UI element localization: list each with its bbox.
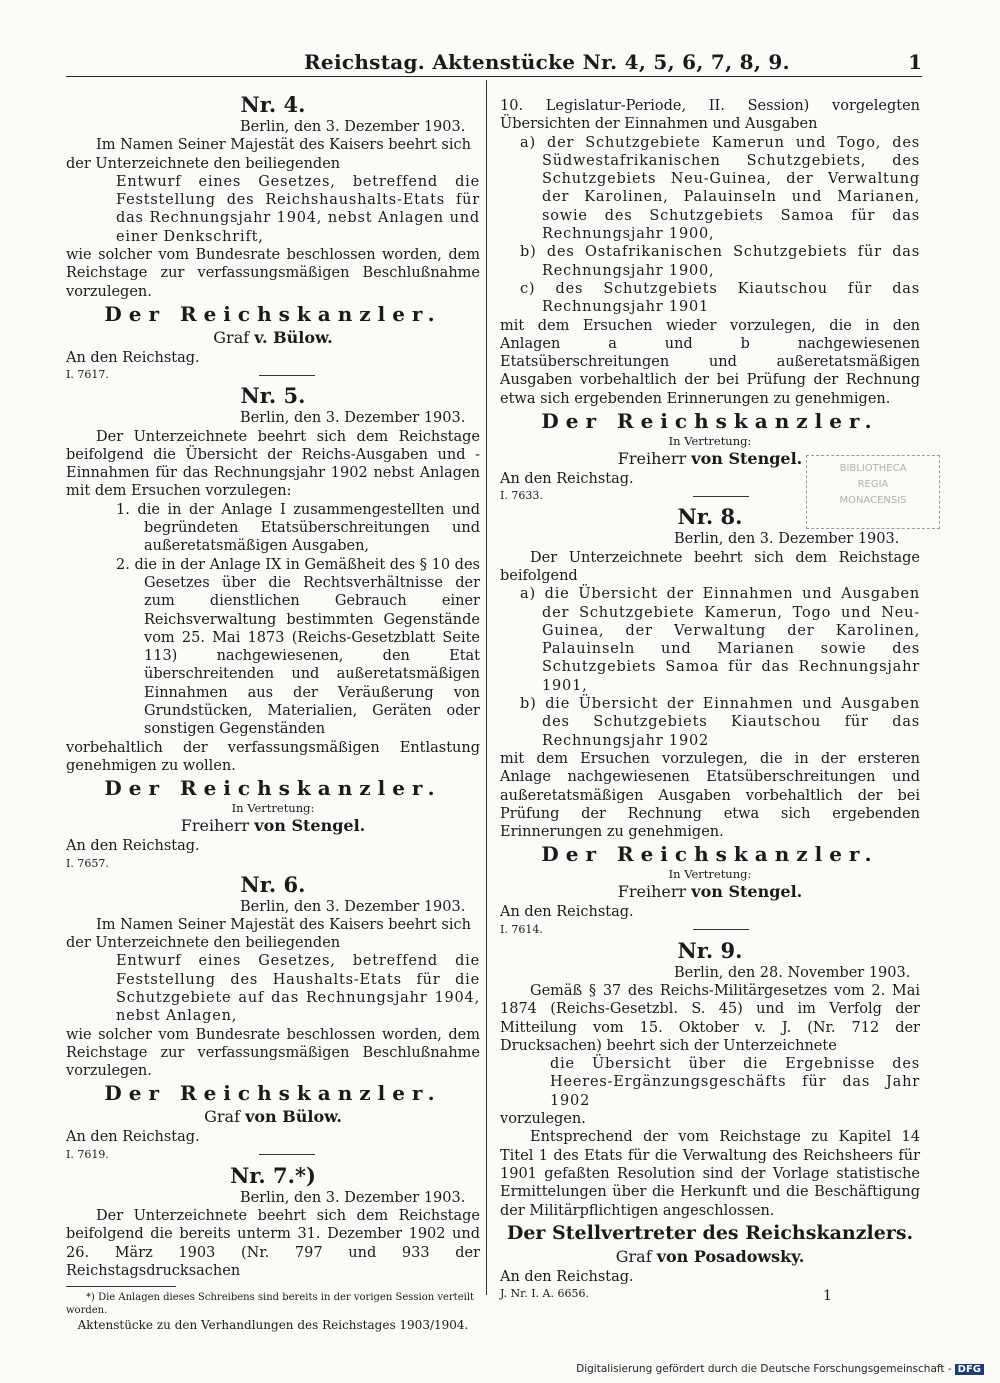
- right-column: [500, 97, 920, 1302]
- doc-date: Berlin, den 3. Dezember 1903.: [240, 410, 466, 427]
- doc-intro: Der Unterzeichnete beehrt sich dem Reichstage beifolgend: [500, 549, 920, 584]
- doc-reference: J. Nr. I. A. 6656.: [500, 1287, 589, 1301]
- doc-delegation: In Vertretung:: [668, 434, 752, 449]
- signer-name: von Stengel.: [254, 816, 366, 836]
- doc-date: Berlin, den 3. Dezember 1903.: [240, 898, 466, 915]
- document-nr-9: [500, 938, 920, 1302]
- doc-signature: Der Reichskanzler.: [541, 842, 879, 867]
- doc-closing-2: Entsprechend der vom Reichstage zu Kapitel 14 Titel 1 des Etats für die Verwaltung des Reichsheers für 1901 gefaßten Resolution sind der Vorlage statistische Ermittelungen über die Herkunft und die Beschäftigung der Militärpflichtigen angeschlossen.: [500, 1129, 920, 1219]
- doc-number: Nr. 5.: [240, 383, 306, 409]
- signer-prefix: Freiherr: [180, 816, 250, 836]
- doc-date: Berlin, den 28. November 1903.: [674, 964, 911, 981]
- ref-number: I. 7614.: [500, 922, 543, 936]
- doc-signer: [66, 1106, 480, 1128]
- signer-prefix: Freiherr: [617, 449, 687, 469]
- doc-item-b: b) des Ostafrikanischen Schutzgebiets für das Rechnungsjahr 1900,: [520, 244, 920, 279]
- doc-closing: wie solcher vom Bundesrate beschlossen worden, dem Reichstage zur verfassungsmäßigen Beschlußnahme vorzulegen.: [66, 1026, 480, 1080]
- signer-prefix: Graf: [204, 1107, 240, 1127]
- doc-item-1: 1. die in der Anlage I zusammengestellten und begründeten Etatsüberschreitungen und außeretatsmäßigen Ausgaben,: [116, 501, 480, 555]
- signer-name: v. Bülow.: [254, 327, 333, 347]
- footnote: *) Die Anlagen dieses Schreibens sind bereits in der vorigen Session verteilt worden.: [66, 1292, 475, 1317]
- doc-reference: [66, 1147, 480, 1163]
- ref-number: I. 7619.: [66, 1147, 109, 1161]
- stamp-line: MONACENSIS: [839, 495, 907, 506]
- separator-rule: [693, 496, 749, 497]
- stamp-line: BIBLIOTHECA: [839, 463, 907, 474]
- document-nr-5: [66, 383, 480, 871]
- doc-addressee: An den Reichstag.: [66, 349, 200, 366]
- doc-addressee: An den Reichstag.: [66, 838, 200, 855]
- footer-left: Aktenstücke zu den Verhandlungen des Reichstages 1903/1904.: [77, 1318, 469, 1333]
- doc-item-c: c) des Schutzgebiets Kiautschou für das Rechnungsjahr 1901: [520, 280, 920, 316]
- doc-delegation: In Vertretung:: [231, 801, 315, 816]
- left-column: [66, 92, 480, 1333]
- doc-date: Berlin, den 3. Dezember 1903.: [240, 1189, 466, 1206]
- doc-addressee: An den Reichstag.: [500, 904, 634, 921]
- doc-item-2: 2. die in der Anlage IX in Gemäßheit des § 10 des Gesetzes über die Rechtsverhältnisse der zum dienstlichen Gebrauch einer Reichsverwaltung bestimmten Gegenstände vom 25. Mai 1873 (Reichs-Gesetzblatt Seite 113) nachgewiesenen, den Etat überschreitenden und außeretatsmäßigen Einnahmen aus der Veräußerung von Grundstücken, Materialien, Geräten oder sonstigen Gegenständen: [116, 556, 480, 738]
- doc-item-a: a) die Übersicht der Einnahmen und Ausgaben der Schutzgebiete Kamerun, Togo und Neu-Guinea, der Verwaltung der Karolinen, Palauinseln und Marianen sowie des Schutzgebiets Samoa für das Rechnungsjahr 1901,: [520, 586, 920, 694]
- doc-number: Nr. 9.: [677, 937, 743, 963]
- doc-block: Entwurf eines Gesetzes, betreffend die Feststellung des Reichshaushalts-Etats für das Rechnungsjahr 1904, nebst Anlagen und einer Denkschrift,: [116, 173, 480, 245]
- separator-rule: [693, 929, 749, 930]
- column-divider: [486, 80, 487, 1295]
- doc-signer: [500, 1246, 920, 1268]
- signer-prefix: Graf: [615, 1246, 652, 1266]
- signer-name: von Stengel.: [691, 449, 803, 469]
- doc-intro: Gemäß § 37 des Reichs-Militärgesetzes vom 2. Mai 1874 (Reichs-Gesetzbl. S. 45) und im Verfolg der Mitteilung vom 15. Oktober v. J. (Nr. 712 der Drucksachen) beehrt sich der Unterzeichnete: [500, 982, 920, 1054]
- signer-name: von Posadowsky.: [656, 1246, 805, 1266]
- doc-number: Nr. 6.: [240, 871, 306, 897]
- signer-prefix: Graf: [213, 327, 250, 347]
- doc-item-b: b) die Übersicht der Einnahmen und Ausgaben des Schutzgebiets Kiautschou für das Rechnungsjahr 1902: [520, 696, 920, 749]
- digitization-credit: [576, 1363, 984, 1375]
- document-nr-6: [66, 872, 480, 1163]
- header-page-number: 1: [908, 50, 922, 74]
- running-header: [66, 50, 922, 77]
- doc-number: Nr. 4.: [240, 92, 306, 117]
- signer-prefix: Freiherr: [617, 882, 687, 902]
- doc-addressee: An den Reichstag.: [500, 471, 634, 488]
- doc-intro-cont: der Unterzeichnete den beiliegenden: [66, 155, 341, 172]
- doc-signature: Der Stellvertreter des Reichskanzlers.: [506, 1221, 914, 1244]
- document-nr-4: [66, 92, 480, 383]
- separator-rule: [259, 1154, 315, 1155]
- doc-item-a: a) der Schutzgebiete Kamerun und Togo, des Südwestafrikanischen Schutzgebiets, des Schutzgebiets Neu-Guinea, der Verwaltung der Karolinen, Palauinseln und Marianen, sowie des Schutzgebiets Samoa für das Rechnungsjahr 1900,: [520, 134, 920, 243]
- doc-addressee: An den Reichstag.: [500, 1268, 634, 1285]
- header-title: Reichstag. Aktenstücke Nr. 4, 5, 6, 7, 8, 9.: [304, 50, 790, 74]
- credit-text: Digitalisierung gefördert durch die Deutsche Forschungsgemeinschaft -: [576, 1363, 952, 1375]
- doc-signature: Der Reichskanzler.: [104, 776, 442, 801]
- doc-block: Entwurf eines Gesetzes, betreffend die Feststellung des Haushalts-Etats für die Schutzgebiete auf das Rechnungsjahr 1904, nebst Anlagen,: [116, 953, 480, 1025]
- doc-signer: [500, 881, 920, 903]
- footnote-rule: [66, 1286, 176, 1287]
- doc-signer: [66, 327, 480, 349]
- doc-date: Berlin, den 3. Dezember 1903.: [674, 531, 900, 548]
- ref-number: I. 7633.: [500, 489, 543, 503]
- doc-continuation: 10. Legislatur-Periode, II. Session) vorgelegten Übersichten der Einnahmen und Ausgaben: [500, 98, 920, 133]
- doc-closing: mit dem Ersuchen vorzulegen, die in der ersteren Anlage nachgewiesenen Etatsüberschreitungen und außeretatsmäßigen Ausgaben vorbehaltlich der bei Prüfung der Rechnung etwa sich ergebenden Erinnerungen zu genehmigen.: [500, 750, 920, 841]
- doc-closing: mit dem Ersuchen wieder vorzulegen, die in den Anlagen a und b nachgewiesenen Etatsüberschreitungen und außeretatsmäßigen Ausgaben vorbehaltlich der bei Prüfung der Rechnung etwa sich ergebenden Erinnerungen zu genehmigen.: [500, 317, 920, 407]
- doc-reference: [500, 922, 920, 938]
- doc-reference: [66, 367, 480, 383]
- document-nr-7-continued: [500, 97, 920, 504]
- dfg-logo: DFG: [955, 1364, 984, 1375]
- doc-block: die Übersicht über die Ergebnisse des Heeres-Ergänzungsgeschäfts für das Jahr 1902: [550, 1056, 920, 1109]
- doc-intro: Der Unterzeichnete beehrt sich dem Reichstage beifolgend die bereits unterm 31. Dezember 1902 und 26. März 1903 (Nr. 797 und 933 der Reichstagsdrucksachen: [66, 1208, 480, 1279]
- doc-number: Nr. 7.*): [230, 1162, 316, 1188]
- doc-signature: Der Reichskanzler.: [541, 409, 879, 434]
- doc-number: Nr. 8.: [677, 504, 743, 530]
- doc-reference: I. 7657.: [66, 856, 109, 870]
- doc-intro-cont: der Unterzeichnete den beiliegenden: [66, 935, 341, 952]
- doc-intro: Im Namen Seiner Majestät des Kaisers beehrt sich: [96, 916, 471, 933]
- doc-date: Berlin, den 3. Dezember 1903.: [240, 119, 466, 135]
- doc-intro: Der Unterzeichnete beehrt sich dem Reichstage beifolgend die Übersicht der Reichs-Ausgaben und -Einnahmen für das Rechnungsjahr 1902 nebst Anlagen mit dem Ersuchen vorzulegen:: [66, 428, 480, 500]
- document-nr-8: [500, 504, 920, 937]
- doc-addressee: An den Reichstag.: [66, 1129, 200, 1146]
- library-stamp: [806, 455, 940, 529]
- signer-name: von Stengel.: [691, 882, 803, 902]
- document-nr-7: [66, 1163, 480, 1333]
- doc-signature: Der Reichskanzler.: [104, 1081, 442, 1106]
- doc-closing: vorbehaltlich der verfassungsmäßigen Entlastung genehmigen zu wollen.: [66, 739, 480, 774]
- signer-name: von Bülow.: [245, 1107, 342, 1127]
- doc-intro: Im Namen Seiner Majestät des Kaisers beehrt sich: [96, 137, 471, 154]
- doc-closing-1: vorzulegen.: [500, 1111, 586, 1128]
- doc-delegation: In Vertretung:: [668, 867, 752, 882]
- ref-number: I. 7617.: [66, 368, 109, 382]
- stamp-line: REGIA: [857, 479, 889, 490]
- doc-signature: Der Reichskanzler.: [104, 301, 442, 326]
- separator-rule: [259, 375, 315, 376]
- footer-page-number: 1: [823, 1288, 832, 1304]
- doc-closing: wie solcher vom Bundesrate beschlossen worden, dem Reichstage zur verfassungsmäßigen Beschlußnahme vorzulegen.: [66, 247, 480, 300]
- doc-signer: [66, 815, 480, 837]
